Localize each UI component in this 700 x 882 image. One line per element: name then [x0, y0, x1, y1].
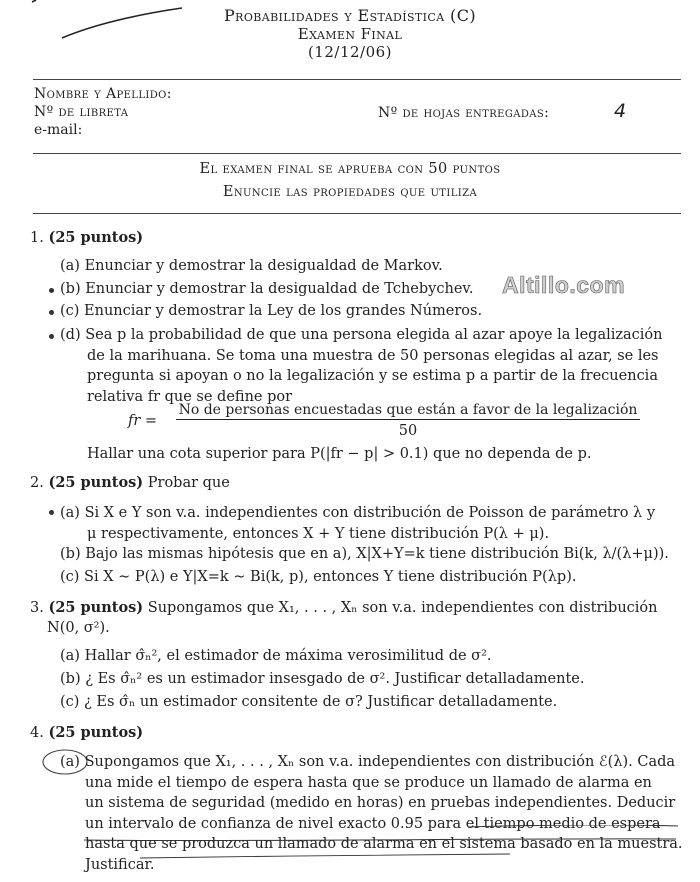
email-label: e-mail: — [34, 122, 83, 138]
q1-d-line-4: relativa fr que se define por — [87, 388, 293, 405]
q2-intro: Probar que — [147, 475, 230, 491]
q4-heading — [30, 724, 143, 741]
formula-fraction — [169, 402, 647, 439]
q4-a-line-3: un sistema de seguridad (medido en horas) en pruebas independientes. Deducir — [85, 795, 676, 811]
q3-intro-line-2: N(0, σ²). — [47, 620, 110, 636]
q1-item-c: (c) Enunciar y demostrar la Ley de los grandes Números. — [60, 303, 483, 319]
q3-number: 3. — [30, 600, 44, 616]
q1-item-a: (a) Enunciar y demostrar la desigualdad de Markov. — [60, 258, 443, 274]
q4-points: (25 puntos) — [48, 724, 144, 741]
hojas-handwritten-value: 4 — [614, 100, 627, 122]
q4-pen-underlines — [80, 825, 690, 861]
q4-a-line-1: (a) Supongamos que X₁, . . . , Xₙ son v.a. independientes con distribución ℰ(λ). Cada — [60, 754, 676, 770]
q1-d-question: Hallar una cota superior para P(|fr − p| > 0.1) que no dependa de p. — [87, 446, 592, 462]
formula-denominator: 50 — [398, 423, 418, 439]
q3-intro-line-1: Supongamos que X₁, . . . , Xₙ son v.a. independientes con distribución — [147, 600, 658, 616]
q4-a-line-4: un intervalo de confianza de nivel exacto 0.95 para el tiempo medio de espera — [85, 815, 661, 832]
q2-number: 2. — [30, 475, 44, 491]
q3-item-a: (a) Hallar σ̂ₙ², el estimador de máxima verosimilitud de σ². — [60, 648, 492, 664]
info-divider — [33, 153, 681, 154]
q1-item-b: (b) Enunciar y demostrar la desigualdad de Tchebychev. — [60, 281, 474, 297]
q1-points: (25 puntos) — [48, 229, 144, 246]
q3-item-b: (b) ¿ Es σ̂ₙ² es un estimador insesgado de σ². Justificar detalladamente. — [60, 671, 585, 687]
exam-date: (12/12/06) — [307, 43, 393, 61]
q1-item-d — [60, 325, 680, 407]
q1-number: 1. — [30, 230, 44, 246]
notice-line-2: Enuncie las propiedades que utiliza — [222, 184, 478, 200]
q1-b-pen-mark — [49, 288, 54, 293]
q2-heading — [30, 474, 230, 491]
q4-a-line-6: Justificar. — [85, 856, 155, 873]
q1-d-line-1: (d) Sea p la probabilidad de que una persona elegida al azar apoye la legalización — [60, 327, 663, 343]
q1-d-line-3: pregunta si apoyan o no la legalización y se estima p a partir de la frecuencia — [87, 368, 658, 384]
libreta-label: Nº de libreta — [34, 104, 129, 120]
q2-a-line-2: μ respectivamente, entonces X + Y tiene distribución P(λ + μ). — [87, 525, 550, 542]
q1-heading — [30, 229, 143, 246]
q2-a-line-1: (a) Si X e Y son v.a. independientes con distribución de Poisson de parámetro λ y — [60, 505, 656, 521]
q2-item-c: (c) Si X ∼ P(λ) e Y|X=k ∼ Bi(k, p), entonces Y tiene distribución P(λp). — [60, 569, 577, 585]
name-label: Nombre y Apellido: — [34, 86, 172, 102]
exam-title: Probabilidades y Estadística (C) — [223, 6, 476, 25]
formula-numerator: No de personas encuestadas que están a favor de la legalización — [176, 402, 641, 420]
q4-a-line-2: una mide el tiempo de espera hasta que se produce un llamado de alarma en — [85, 774, 652, 791]
exam-subtitle: Examen Final — [297, 25, 403, 43]
q3-points: (25 puntos) — [48, 599, 144, 616]
hojas-label: Nº de hojas entregadas: — [378, 105, 550, 121]
q3-item-c: (c) ¿ Es σ̂ₙ un estimador consitente de σ? Justificar detalladamente. — [60, 694, 558, 710]
formula-lhs: fr = — [128, 413, 158, 429]
watermark-logo: Altillo.com — [502, 272, 626, 298]
q4-number: 4. — [30, 725, 44, 741]
q4-a-line-5: hasta que se produzca un llamado de alarma en el sistema basado en la muestra. — [85, 836, 683, 852]
q2-item-a — [60, 503, 655, 544]
header-divider — [33, 79, 681, 80]
notice-divider — [33, 213, 681, 214]
q2-item-b: (b) Bajo las mismas hipótesis que en a), X|X+Y=k tiene distribución Bi(k, λ/(λ+μ)). — [60, 546, 669, 562]
q2-a-pen-mark — [49, 510, 54, 515]
q1-d-line-2: de la marihuana. Se toma una muestra de 50 personas elegidas al azar, se les — [87, 347, 659, 364]
q2-points: (25 puntos) — [48, 474, 144, 491]
notice-line-1: El examen final se aprueba con 50 puntos — [199, 161, 501, 177]
q3-heading — [30, 598, 658, 638]
q1-d-pen-mark — [49, 334, 54, 339]
q1-c-pen-mark — [49, 310, 54, 315]
